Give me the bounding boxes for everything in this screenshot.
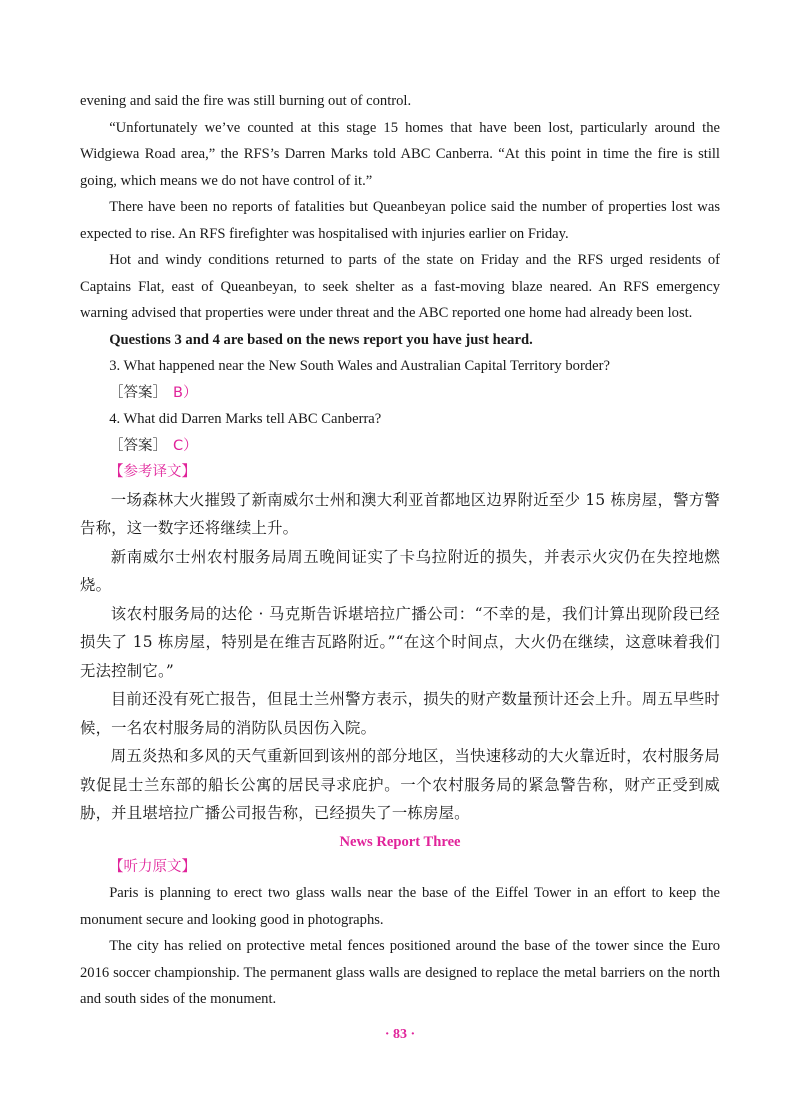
paragraph-conditions: Hot and windy conditions returned to parts of the state on Friday and the RFS urged residents of Captains Flat, east of Queanbeyan, to seek shelter as a fast-moving blaze neared. An RFS emergency warning advised that properties were under threat and the ABC reported one home had already been lost. bbox=[80, 252, 720, 321]
answer-4 bbox=[80, 433, 720, 460]
paragraph-fatalities: There have been no reports of fatalities but Queanbeyan police said the number of properties lost was expected to rise. An RFS firefighter was hospitalised with injuries earlier on Friday. bbox=[80, 199, 720, 242]
paragraph-quote: “Unfortunately we’ve counted at this stage 15 homes that have been lost, particularly around the Widgiewa Road area,” the RFS’s Darren Marks told ABC Canberra. “At this point in time the fire is still going, which means we do not have control of it.” bbox=[80, 119, 720, 189]
page-content bbox=[80, 88, 720, 1013]
answer-value: B） bbox=[173, 384, 198, 401]
answer-value: C） bbox=[173, 437, 198, 454]
translation-paragraph-4: 目前还没有死亡报告，但昆士兰州警方表示，损失的财产数量预计还会上升。周五早些时候，一名农村服务局的消防队员因伤入院。 bbox=[80, 690, 720, 737]
question-3: 3. What happened near the New South Wales and Australian Capital Territory border? bbox=[109, 358, 610, 374]
translation-label: 【参考译文】 bbox=[109, 464, 196, 480]
answer-label: ［答案］ bbox=[109, 437, 167, 454]
translation-paragraph-3: 该农村服务局的达伦 · 马克斯告诉堪培拉广播公司：“不幸的是，我们计算出现阶段已经损失了 15 栋房屋，特别是在维吉瓦路附近。”“在这个时间点，大火仍在继续，这意味着我们无法控制它。” bbox=[80, 604, 720, 680]
questions-heading: Questions 3 and 4 are based on the news report you have just heard. bbox=[109, 331, 533, 348]
page-number: · 83 · bbox=[384, 1027, 416, 1042]
paragraph-city: The city has relied on protective metal fences positioned around the base of the tower since the Euro 2016 soccer championship. The permanent glass walls are designed to replace the metal barriers on the north and south sides of the monument. bbox=[80, 938, 720, 1007]
translation-paragraph-2: 新南威尔士州农村服务局周五晚间证实了卡乌拉附近的损失，并表示火灾仍在失控地燃烧。 bbox=[80, 547, 720, 594]
paragraph-paris: Paris is planning to erect two glass walls near the base of the Eiffel Tower in an effort to keep the monument secure and looking good in photographs. bbox=[80, 885, 720, 928]
answer-label: ［答案］ bbox=[109, 384, 167, 401]
translation-paragraph-5: 周五炎热和多风的天气重新回到该州的部分地区，当快速移动的大火靠近时，农村服务局敦促昆士兰东部的船长公寓的居民寻求庇护。一个农村服务局的紧急警告称，财产正受到威胁，并且堪培拉广播公司报告称，已经损失了一栋房屋。 bbox=[80, 747, 720, 822]
answer-3 bbox=[80, 380, 720, 407]
paragraph-continued: evening and said the fire was still burning out of control. bbox=[80, 93, 412, 109]
section-title: News Report Three bbox=[339, 833, 461, 850]
translation-paragraph-1: 一场森林大火摧毁了新南威尔士州和澳大利亚首都地区边界附近至少 15 栋房屋，警方警告称，这一数字还将继续上升。 bbox=[80, 490, 720, 537]
transcript-label: 【听力原文】 bbox=[109, 858, 196, 875]
question-4: 4. What did Darren Marks tell ABC Canberra? bbox=[109, 411, 382, 427]
